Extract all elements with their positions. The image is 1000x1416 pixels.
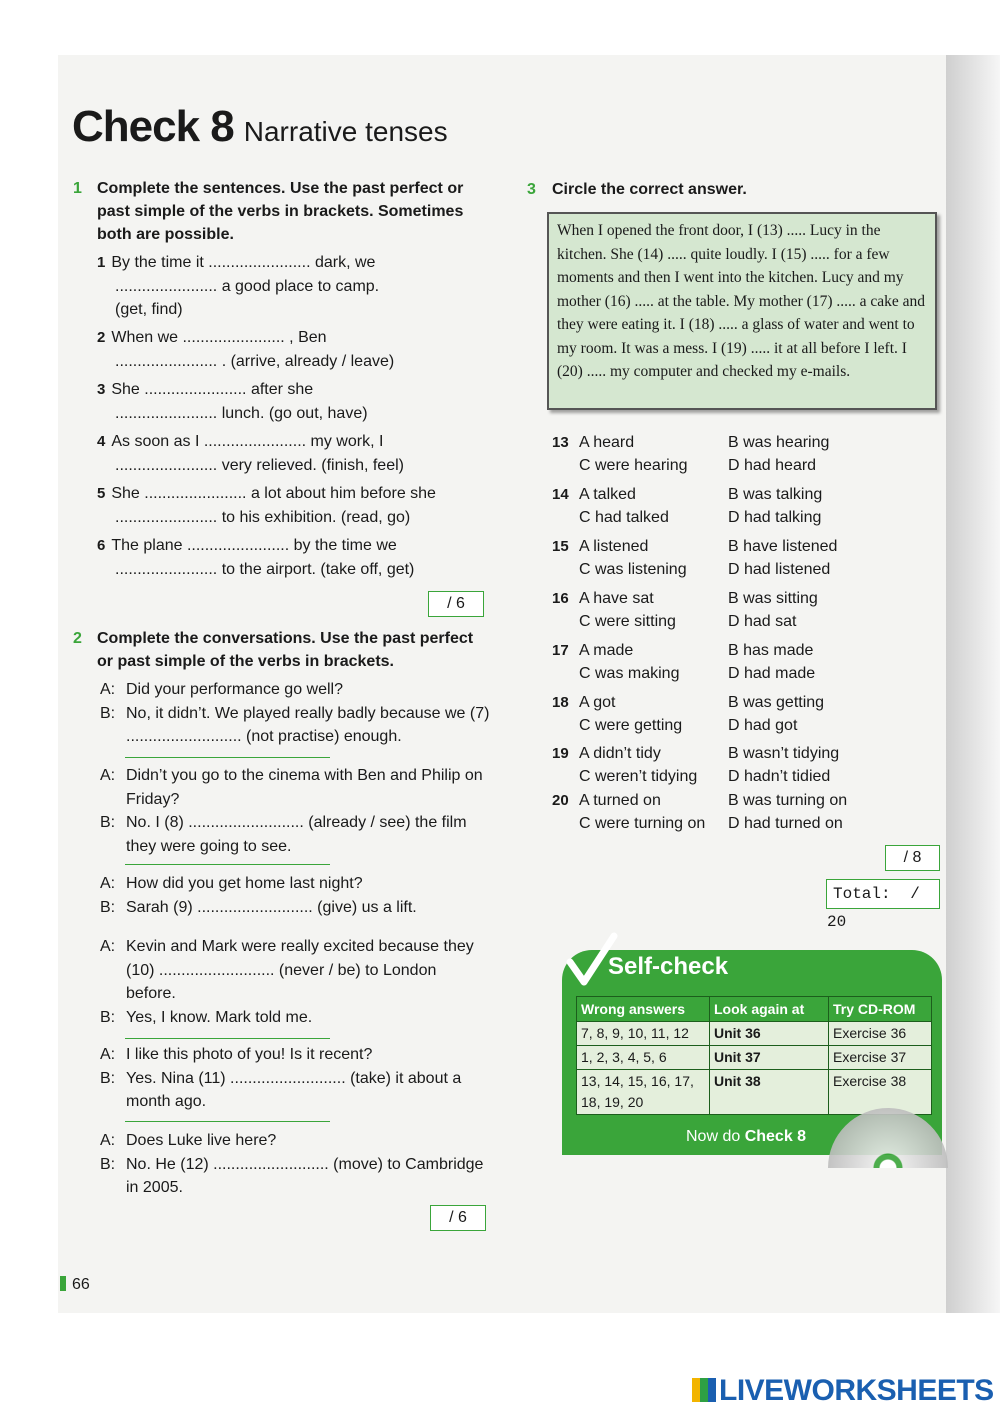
section2-number: 2 (73, 630, 82, 647)
table-row: 7, 8, 9, 10, 11, 12 Unit 36 Exercise 36 (577, 1022, 932, 1046)
self-check-title: Self-check (608, 953, 729, 980)
col-look-again: Look again at (710, 997, 829, 1022)
table-row: 13, 14, 15, 16, 17, 18, 19, 20 Unit 38 Exercise 38 (577, 1070, 932, 1115)
section1-number: 1 (73, 180, 82, 197)
s1-item-2: 2 When we ....................... , Ben ....................... . (arrive, already / leave) (97, 329, 395, 370)
page-title (72, 102, 448, 152)
page-edge-shadow (946, 55, 1000, 1313)
s1-item-1: 1 By the time it ....................... dark, we ....................... a good place to camp. (get, find) (97, 254, 380, 318)
dialog-1: A: Did your performance go well? B: No, it didn’t. We played really badly because we (7) .......................... (not practise) enough. (100, 681, 490, 745)
s1-item-5: 5 She ....................... a lot about him before she ....................... to his exhibition. (read, go) (97, 485, 436, 526)
total-score-box (826, 879, 940, 931)
s1-item-4: 4 As soon as I ....................... my work, I ....................... very relieved. (finish, feel) (97, 433, 404, 474)
dialog-6: A: Does Luke live here? B: No. He (12) .......................... (move) to Cambridge in 2005. (100, 1132, 484, 1196)
section2-score-box: / 6 (430, 1205, 486, 1231)
liveworksheets-brand[interactable]: LIVEWORKSHEETS (692, 1374, 994, 1408)
section3-instruction: Circle the correct answer. (552, 181, 747, 198)
now-do-check: Now do Check 8 (686, 1128, 807, 1145)
dialog-3: A: How did you get home last night? B: Sarah (9) .......................... (give) us a lift. (100, 875, 417, 916)
section2-instruction: Complete the conversations. Use the past perfect or past simple of the verbs in brackets. (97, 630, 474, 670)
s1-item-6: 6 The plane ....................... by the time we ....................... to the airport. (take off, get) (97, 537, 415, 578)
dialog-5: A: I like this photo of you! Is it recent? B: Yes. Nina (11) .......................... (take) it about a month ago. (100, 1046, 462, 1110)
answer-line (125, 757, 330, 758)
title-sub: Narrative tenses (243, 116, 448, 147)
answer-line (125, 1038, 330, 1039)
self-check-table (576, 996, 932, 1115)
liveworksheets-logo-icon (692, 1378, 716, 1402)
section3-number: 3 (527, 181, 536, 198)
section3-score-box: / 8 (885, 845, 940, 871)
title-main: Check 8 (72, 102, 234, 151)
dialog-2: A: Didn’t you go to the cinema with Ben and Philip on Friday? B: No. I (8) .......................... (already / see) the film they were going to see. (100, 767, 483, 855)
page-marker-icon (60, 1276, 66, 1291)
total-label: Total: (833, 885, 891, 903)
total-score: / 20 (827, 885, 920, 931)
answer-line (125, 1121, 330, 1122)
col-cd-rom: Try CD-ROM (829, 997, 932, 1022)
page-number: 66 (60, 1276, 90, 1294)
s1-item-3: 3 She ....................... after she ....................... lunch. (go out, have) (97, 381, 368, 422)
reading-passage: When I opened the front door, I (13) ..... Lucy in the kitchen. She (14) ..... quite loudly. I (15) ..... for a few moments and then I went into the kitchen. Lucy and my mother (16) ..... at the table. My mother (17) ..... a cake and they were eating it. I (18) ..... a glass of water and went to my room. It was a mess. I (19) ..... it at all before I left. I (20) ..... my computer and checked my e-mails. (547, 212, 937, 410)
col-wrong-answers: Wrong answers (577, 997, 710, 1022)
section1-instruction: Complete the sentences. Use the past perfect or past simple of the verbs in brackets. Sometimes both are possible. (97, 180, 464, 243)
section1-score-box: / 6 (428, 591, 484, 617)
dialog-4: A: Kevin and Mark were really excited because they (10) .......................... (never / be) to London before. B: Yes, I know. Mark told me. (100, 938, 474, 1026)
answer-line (125, 864, 330, 865)
table-row: 1, 2, 3, 4, 5, 6 Unit 37 Exercise 37 (577, 1046, 932, 1070)
